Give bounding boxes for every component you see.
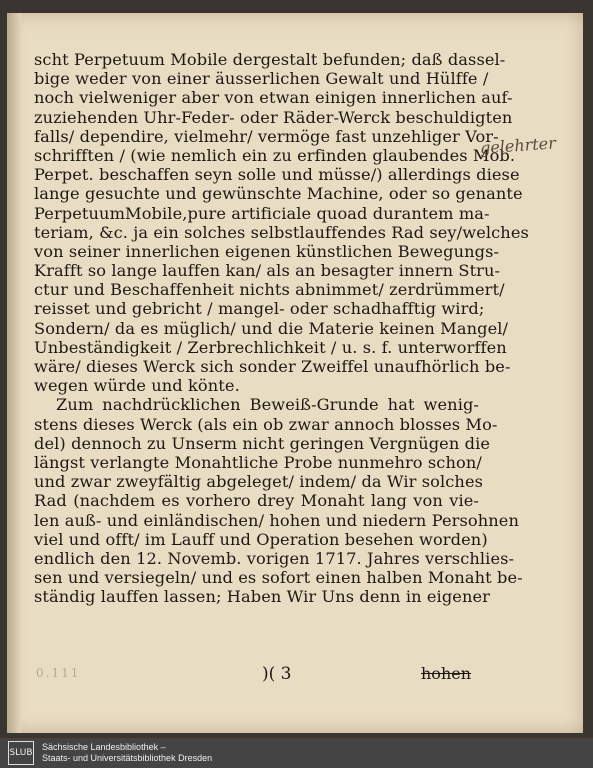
text-line: wäre/ dieses Werck sich sonder Zweiffel unaufhörlich be- <box>34 357 511 376</box>
text-line: teriam, &c. ja ein solches selbstlauffendes Rad sey/welches <box>34 222 529 242</box>
text-line: Sondern/ da es müglich/ und die Materie keinen Mangel/ <box>34 318 509 338</box>
slub-logo-icon: SLUB <box>8 741 34 765</box>
text-line: len auß- und einländischen/ hohen und niedern Persohnen <box>34 510 519 530</box>
text-line: von seiner innerlichen eigenen künstlichen Bewegungs- <box>34 241 500 261</box>
text-line: Perpet. beschaffen seyn solle und müsse/) allerdings diese <box>34 165 520 185</box>
institution-line-2: Staats- und Universitätsbibliothek Dresden <box>42 753 213 763</box>
text-line: del) dennoch zu Unserm nicht geringen Vergnügen die <box>34 433 491 453</box>
text-line: Zum nachdrücklichen Beweiß-Grunde hat wenig- <box>56 395 479 415</box>
text-line: und zwar zweyfältig abgeleget/ indem/ da Wir solches <box>34 472 484 492</box>
bleed-through-mark: 0.111 <box>36 666 81 680</box>
text-line: reisset und gebricht / mangel- oder schadhafftig wird; <box>34 299 485 319</box>
text-line: stens dieses Werck (als ein ob zwar annoch blosses Mo- <box>34 414 498 434</box>
text-line: zuziehenden Uhr-Feder- oder Räder-Werck beschuldigten <box>34 107 513 127</box>
handwritten-marginal-note: gelehrter <box>479 133 557 158</box>
text-line: endlich den 12. Novemb. vorigen 1717. Jahres verschlies- <box>34 548 515 568</box>
text-line: lange gesuchte und gewünschte Machine, oder so genante <box>34 184 523 204</box>
institution-line-1: Sächsische Landesbibliothek – <box>42 742 166 752</box>
text-line: PerpetuumMobile,pure artificiale quoad durantem ma- <box>34 203 490 223</box>
text-line: Unbeständigkeit / Zerbrechlichkeit / u. s. f. unterworffen <box>34 337 507 357</box>
text-line: Krafft so lange lauffen kan/ als an besagter innern Stru- <box>34 261 501 281</box>
library-footer <box>0 738 593 768</box>
page-gutter <box>7 13 21 733</box>
catchword: hohen <box>421 664 472 683</box>
text-line: Rad (nachdem es vorhero drey Monaht lang von vie- <box>34 491 479 511</box>
text-line: schrifften / (wie nemlich ein zu erfinden glaubendes Mob. <box>34 145 516 165</box>
text-line: ständig lauffen lassen; Haben Wir Uns denn in eigener <box>34 587 491 607</box>
text-line: wegen würde und könte. <box>34 376 240 396</box>
text-line: noch vielweniger aber von etwan einigen innerlichen auf- <box>34 88 513 108</box>
text-line: scht Perpetuum Mobile dergestalt befunden; daß dassel- <box>34 50 506 69</box>
text-line: sen und versiegeln/ und es sofort einen halben Monaht be- <box>34 568 523 588</box>
text-line: längst verlangte Monahtliche Probe nunmehro schon/ <box>34 452 482 472</box>
institution-name <box>42 742 212 764</box>
text-line: viel und offt/ im Lauff und Operation besehen worden) <box>34 529 488 549</box>
text-line: bige weder von einer äusserlichen Gewalt und Hülffe / <box>34 69 489 89</box>
signature-mark: )( 3 <box>262 664 292 684</box>
text-line: ctur und Beschaffenheit nichts abnimmet/ zerdrümmert/ <box>34 280 505 300</box>
text-line: falls/ dependire, vielmehr/ vermöge fast unzehliger Vor- <box>34 126 499 146</box>
